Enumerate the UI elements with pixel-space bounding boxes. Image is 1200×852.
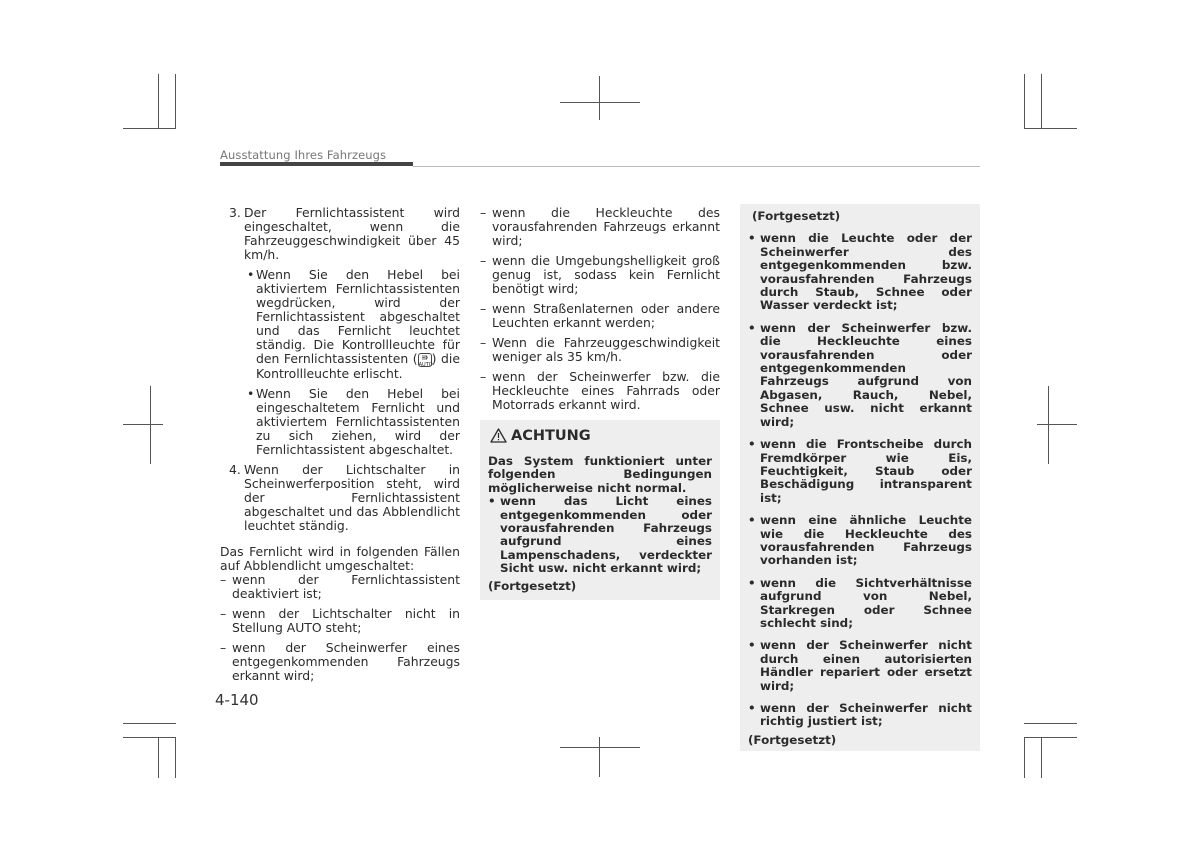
bullet-text: wenn die Frontscheibe durch Fremdkörper wie Eis, Feuchtigkeit, Staub oder Beschädigung intransparent ist; xyxy=(760,437,972,505)
page-number: 4-140 xyxy=(215,691,259,709)
bullet-text: wenn eine ähnliche Leuchte wie die Heckleuchte des vorausfahrenden Fahrzeugs vorhanden ist; xyxy=(760,513,972,568)
dash-text: wenn die Heckleuchte des vorausfahrenden Fahrzeugs erkannt wird; xyxy=(492,205,720,248)
bullet-text: wenn die Leuchte oder der Scheinwerfer des entgegenkommenden bzw. vorausfahrenden Fahrzeugs durch Staub, Schnee oder Wasser verdeckt ist; xyxy=(760,231,972,313)
warning-bullet xyxy=(748,702,972,729)
dash-marker: – xyxy=(480,253,487,268)
dash-marker: – xyxy=(220,640,227,655)
numbered-item-3 xyxy=(229,206,460,262)
dash-text: wenn der Fernlichtassistent deaktiviert ist; xyxy=(232,572,460,601)
bullet-text: wenn das Licht eines entgegenkommenden oder vorausfahrenden Fahrzeugs aufgrund eines Lampenschadens, verdeckter Sicht usw. nicht erkannt wird; xyxy=(500,494,712,576)
dash-text: wenn der Scheinwerfer eines entgegenkommenden Fahrzeugs erkannt wird; xyxy=(232,640,460,683)
warning-bullet xyxy=(748,577,972,631)
column-left xyxy=(220,206,460,689)
bullet-marker: • xyxy=(748,701,756,715)
bullet-text-part: ) die Kontrollleuchte erlischt. xyxy=(256,351,460,381)
warning-bullet xyxy=(748,438,972,505)
warning-title xyxy=(490,428,712,443)
sub-bullet-2 xyxy=(247,387,460,457)
warning-box xyxy=(480,420,720,600)
column-middle xyxy=(480,206,720,600)
item-text: Wenn der Lichtschalter in Scheinwerferposition steht, wird der Fernlichtassistent abgeschaltet und das Abblendlicht leuchtet ständig. xyxy=(244,462,460,533)
warning-triangle-icon xyxy=(490,428,507,443)
bullet-text-part: Wenn Sie den Hebel bei aktiviertem Fernlichtassistenten wegdrücken, wird der Fernlichtassistent abgeschaltet und das Fernlicht leuchtet ständig. Die Kontrollleuchte für den Fernlichtassistenten ( xyxy=(256,267,460,366)
warning-box-continued xyxy=(740,204,980,751)
section-header: Ausstattung Ihres Fahrzeugs xyxy=(220,148,387,162)
bullet-text: wenn der Scheinwerfer bzw. die Heckleuchte eines vorausfahrenden oder entgegenkommenden Fahrzeugs aufgrund von Abgasen, Rauch, Nebel, Schnee usw. nicht erkannt wird; xyxy=(760,320,972,429)
bullet-marker: • xyxy=(748,320,756,335)
bullet-text: wenn die Sichtverhältnisse aufgrund von Nebel, Starkregen oder Schnee schlecht sind; xyxy=(760,575,972,630)
dash-marker: – xyxy=(480,335,487,350)
bullet-marker: • xyxy=(748,231,756,246)
dash-text: Wenn die Fahrzeuggeschwindigkeit weniger als 35 km/h. xyxy=(492,335,720,364)
dash-marker: – xyxy=(220,606,227,621)
bullet-marker: • xyxy=(247,386,255,401)
dash-item xyxy=(220,573,460,601)
header-bar xyxy=(220,162,413,166)
dash-marker: – xyxy=(220,572,227,587)
bullet-text xyxy=(256,268,460,381)
bullet-marker: • xyxy=(748,513,756,528)
dash-item xyxy=(480,206,720,248)
warning-bullet xyxy=(748,639,972,693)
bullet-marker: • xyxy=(748,638,756,653)
dash-item xyxy=(480,336,720,364)
bullet-text: Wenn Sie den Hebel bei eingeschaltetem Fernlicht und aktiviertem Fernlichtassistenten zu sich ziehen, wird der Fernlichtassistent abgeschaltet. xyxy=(256,386,460,457)
continued-label: (Fortgesetzt) xyxy=(748,732,837,747)
dash-text: wenn der Lichtschalter nicht in Stellung AUTO steht; xyxy=(232,606,460,635)
bullet-marker: • xyxy=(748,437,756,452)
sub-bullet-1 xyxy=(247,268,460,381)
icon-label: AUTO xyxy=(418,362,433,368)
bullet-marker: • xyxy=(247,267,255,282)
dash-marker: – xyxy=(480,369,487,384)
paragraph: Das Fernlicht wird in folgenden Fällen auf Abblendlicht umgeschaltet: xyxy=(220,544,460,573)
bullet-text: wenn der Scheinwerfer nicht richtig justiert ist; xyxy=(760,701,972,729)
item-text: Der Fernlichtassistent wird eingeschaltet, wenn die Fahrzeuggeschwindigkeit über 45 km/h. xyxy=(244,205,460,262)
dash-item xyxy=(480,254,720,296)
warning-bullet xyxy=(748,232,972,312)
warning-bullet xyxy=(748,514,972,568)
warning-bullet xyxy=(488,495,712,575)
header-rule xyxy=(413,166,980,167)
bullet-marker: • xyxy=(488,494,496,509)
warning-intro: Das System funktioniert unter folgenden Bedingungen möglicherweise nicht normal. xyxy=(488,454,712,495)
dash-marker: – xyxy=(480,205,487,220)
warning-title-text: ACHTUNG xyxy=(511,427,591,444)
continued-label: (Fortgesetzt) xyxy=(488,578,577,593)
bullet-text: wenn der Scheinwerfer nicht durch einen autorisierten Händler repariert oder ersetzt wird; xyxy=(760,638,972,693)
dash-text: wenn die Umgebungshelligkeit groß genug ist, sodass kein Fernlicht benötigt wird; xyxy=(492,253,720,296)
item-number: 4. xyxy=(229,462,241,477)
dash-marker: – xyxy=(480,301,487,316)
dash-item xyxy=(480,370,720,412)
dash-item xyxy=(220,641,460,683)
numbered-item-4 xyxy=(229,463,460,533)
bullet-marker: • xyxy=(748,575,756,590)
column-right xyxy=(740,204,980,751)
warning-bullet xyxy=(748,322,972,429)
dash-item xyxy=(220,607,460,635)
continued-label: (Fortgesetzt) xyxy=(752,209,841,223)
high-beam-assist-icon xyxy=(418,353,432,367)
item-number: 3. xyxy=(229,205,241,220)
dash-item xyxy=(480,302,720,330)
dash-text: wenn Straßenlaternen oder andere Leuchten erkannt werden; xyxy=(492,301,720,330)
dash-text: wenn der Scheinwerfer bzw. die Heckleuchte eines Fahrrads oder Motorrads erkannt wird. xyxy=(492,369,720,412)
